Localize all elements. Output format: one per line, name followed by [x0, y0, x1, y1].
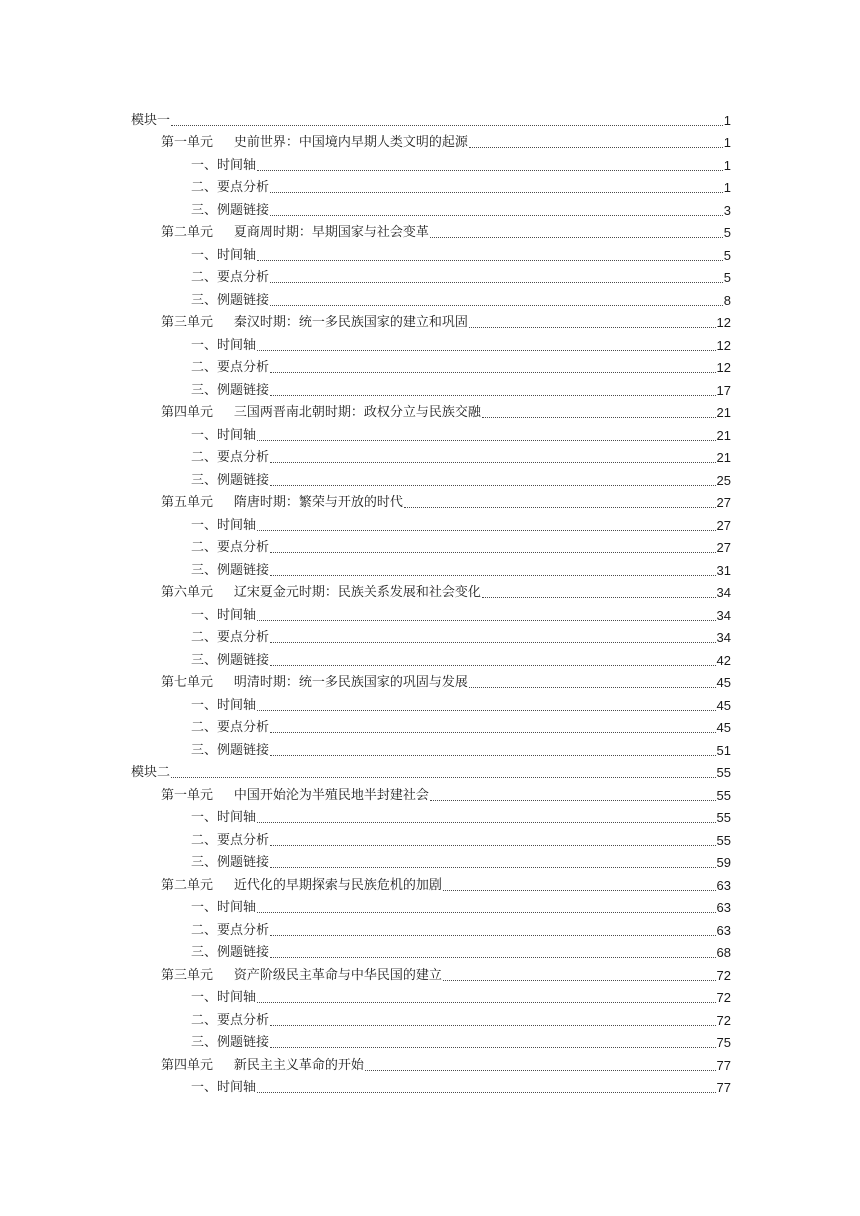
toc-page-number: 55	[716, 810, 731, 825]
toc-entry-label: 一、时间轴	[191, 810, 257, 825]
toc-unit-entry[interactable]	[131, 399, 731, 422]
toc-entry-label: 三、例题链接	[191, 742, 270, 758]
dot-leader	[257, 169, 723, 171]
toc-entry-label: 二、要点分析	[191, 450, 270, 465]
toc-page-number: 51	[716, 742, 731, 758]
toc-section-entry[interactable]	[131, 646, 731, 669]
toc-unit-number: 第一单元	[161, 135, 214, 150]
toc-entry-label: 一、时间轴	[191, 1080, 257, 1095]
toc-unit-number: 第七单元	[161, 675, 214, 690]
toc-page-number: 63	[716, 922, 731, 938]
toc-section-entry[interactable]	[131, 916, 731, 939]
dot-leader	[270, 934, 716, 936]
toc-page-number: 72	[716, 1012, 731, 1028]
toc-entry-label: 三、例题链接	[191, 1035, 270, 1050]
dot-leader	[469, 326, 716, 328]
toc-page-number: 12	[716, 315, 731, 330]
dot-leader	[404, 506, 716, 508]
toc-unit-title: 近代化的早期探索与民族危机的加剧	[233, 877, 442, 893]
toc-page-number: 75	[716, 1035, 731, 1050]
toc-page-number: 63	[716, 900, 731, 915]
toc-unit-title: 夏商周时期：早期国家与社会变革	[233, 225, 429, 240]
toc-unit-number: 第三单元	[161, 967, 214, 983]
dot-leader	[270, 281, 723, 283]
toc-unit-entry[interactable]	[131, 669, 731, 692]
dot-leader	[270, 731, 716, 733]
dot-leader	[257, 349, 716, 351]
toc-entry-label	[161, 495, 403, 511]
dot-leader	[270, 394, 716, 396]
toc-section-entry[interactable]	[131, 376, 731, 399]
toc-section-entry[interactable]	[131, 826, 731, 849]
toc-entry-label	[161, 315, 468, 331]
toc-page-number: 27	[716, 517, 731, 533]
toc-entry-label	[161, 135, 468, 151]
toc-unit-entry[interactable]	[131, 579, 731, 602]
toc-section-entry[interactable]	[131, 894, 731, 917]
toc-page-number: 3	[723, 202, 731, 218]
toc-page-number: 27	[716, 495, 731, 510]
toc-module-entry[interactable]	[131, 759, 731, 782]
toc-entry-label: 二、要点分析	[191, 1012, 270, 1028]
toc-page-number: 77	[716, 1057, 731, 1073]
toc-page-number: 21	[716, 405, 731, 420]
dot-leader	[257, 439, 716, 441]
toc-entry-label	[161, 968, 442, 984]
toc-unit-number: 第一单元	[161, 787, 214, 803]
toc-entry-label: 二、要点分析	[191, 922, 270, 938]
toc-page-number: 68	[716, 945, 731, 960]
dot-leader	[443, 979, 716, 981]
toc-unit-title: 秦汉时期：统一多民族国家的建立和巩固	[233, 315, 468, 330]
dot-leader	[430, 799, 716, 801]
toc-page-number: 31	[716, 562, 731, 578]
toc-page-number: 72	[716, 990, 731, 1005]
toc-unit-number: 第六单元	[161, 585, 214, 600]
toc-page-number: 34	[716, 607, 731, 623]
dot-leader	[365, 1069, 716, 1071]
toc-page-number: 45	[716, 697, 731, 713]
dot-leader	[257, 821, 716, 823]
dot-leader	[270, 754, 716, 756]
toc-page-number: 77	[716, 1080, 731, 1095]
toc-section-entry[interactable]	[131, 151, 731, 174]
dot-leader	[270, 484, 716, 486]
toc-page-number: 1	[723, 112, 731, 128]
toc-entry-label: 一、时间轴	[191, 697, 257, 713]
toc-unit-title: 资产阶级民主革命与中华民国的建立	[233, 967, 442, 983]
toc-unit-title: 史前世界：中国境内早期人类文明的起源	[233, 135, 468, 150]
toc-unit-title: 辽宋夏金元时期：民族关系发展和社会变化	[233, 585, 481, 600]
dot-leader	[171, 776, 716, 778]
toc-unit-title: 隋唐时期：繁荣与开放的时代	[233, 495, 403, 510]
toc-page-number: 1	[723, 135, 731, 150]
toc-entry-label: 模块一	[131, 112, 171, 128]
dot-leader	[257, 619, 716, 621]
toc-entry-label: 三、例题链接	[191, 652, 270, 668]
toc-entry-label: 二、要点分析	[191, 540, 270, 555]
toc-entry-label	[161, 585, 481, 601]
dot-leader	[257, 1001, 716, 1003]
toc-page-number: 55	[716, 832, 731, 848]
dot-leader	[257, 259, 723, 261]
toc-entry-label: 二、要点分析	[191, 832, 270, 848]
toc-page-number: 34	[716, 585, 731, 600]
dot-leader	[270, 956, 716, 958]
toc-unit-entry[interactable]	[131, 961, 731, 984]
toc-page-number: 42	[716, 652, 731, 668]
dot-leader	[270, 641, 716, 643]
dot-leader	[171, 124, 723, 126]
toc-page-number: 45	[716, 675, 731, 690]
dot-leader	[257, 911, 716, 913]
toc-entry-label	[161, 878, 442, 894]
toc-section-entry[interactable]	[131, 466, 731, 489]
toc-page-number: 17	[716, 382, 731, 398]
toc-unit-title: 新民主主义革命的开始	[233, 1057, 364, 1073]
toc-entry-label	[161, 675, 468, 691]
toc-entry-label: 三、例题链接	[191, 855, 270, 870]
toc-unit-number: 第二单元	[161, 225, 214, 240]
dot-leader	[270, 371, 716, 373]
toc-entry-label	[161, 225, 429, 241]
toc-unit-title: 明清时期：统一多民族国家的巩固与发展	[233, 675, 468, 690]
toc-entry-label: 三、例题链接	[191, 292, 270, 308]
toc-page-number: 5	[723, 225, 731, 240]
toc-section-entry[interactable]	[131, 804, 731, 827]
toc-section-entry[interactable]	[131, 691, 731, 714]
toc-page-number: 5	[723, 247, 731, 263]
toc-section-entry[interactable]	[131, 444, 731, 467]
toc-section-entry[interactable]	[131, 736, 731, 759]
toc-entry-label: 三、例题链接	[191, 382, 270, 398]
toc-entry-label: 二、要点分析	[191, 270, 270, 285]
toc-page-number: 45	[716, 720, 731, 735]
dot-leader	[257, 529, 716, 531]
toc-entry-label: 三、例题链接	[191, 562, 270, 578]
toc-entry-label: 三、例题链接	[191, 202, 270, 218]
toc-entry-label	[161, 788, 429, 804]
toc-unit-entry[interactable]	[131, 489, 731, 512]
dot-leader	[270, 304, 723, 306]
toc-entry-label: 二、要点分析	[191, 180, 270, 195]
toc-entry-label: 一、时间轴	[191, 337, 257, 353]
toc-section-entry[interactable]	[131, 556, 731, 579]
dot-leader	[257, 1091, 716, 1093]
dot-leader	[270, 1046, 716, 1048]
toc-unit-entry[interactable]	[131, 309, 731, 332]
toc-entry-label: 二、要点分析	[191, 630, 270, 645]
toc-section-entry[interactable]	[131, 264, 731, 287]
toc-unit-number: 第四单元	[161, 405, 214, 420]
toc-page-number: 5	[723, 270, 731, 285]
toc-section-entry[interactable]	[131, 421, 731, 444]
table-of-contents	[131, 106, 731, 1096]
toc-section-entry[interactable]	[131, 1074, 731, 1097]
dot-leader	[482, 596, 716, 598]
toc-section-entry[interactable]	[131, 534, 731, 557]
toc-section-entry[interactable]	[131, 241, 731, 264]
toc-page-number: 55	[716, 787, 731, 803]
toc-entry-label: 三、例题链接	[191, 945, 270, 960]
toc-page-number: 12	[716, 360, 731, 375]
toc-page-number: 1	[723, 157, 731, 173]
toc-entry-label: 三、例题链接	[191, 472, 270, 488]
toc-section-entry[interactable]	[131, 286, 731, 309]
toc-section-entry[interactable]	[131, 939, 731, 962]
toc-page-number: 8	[723, 292, 731, 308]
dot-leader	[270, 551, 716, 553]
dot-leader	[270, 844, 716, 846]
toc-entry-label: 一、时间轴	[191, 607, 257, 623]
toc-entry-label: 二、要点分析	[191, 720, 270, 735]
dot-leader	[257, 709, 716, 711]
toc-page-number: 27	[716, 540, 731, 555]
dot-leader	[270, 461, 716, 463]
toc-section-entry[interactable]	[131, 174, 731, 197]
dot-leader	[469, 686, 716, 688]
toc-unit-title: 中国开始沦为半殖民地半封建社会	[233, 787, 429, 803]
dot-leader	[443, 889, 716, 891]
toc-section-entry[interactable]	[131, 624, 731, 647]
toc-section-entry[interactable]	[131, 714, 731, 737]
dot-leader	[270, 214, 723, 216]
toc-entry-label	[161, 405, 481, 421]
dot-leader	[469, 146, 723, 148]
toc-section-entry[interactable]	[131, 1006, 731, 1029]
toc-unit-entry[interactable]	[131, 129, 731, 152]
toc-section-entry[interactable]	[131, 1029, 731, 1052]
toc-section-entry[interactable]	[131, 984, 731, 1007]
dot-leader	[430, 236, 723, 238]
toc-unit-entry[interactable]	[131, 781, 731, 804]
toc-entry-label: 一、时间轴	[191, 517, 257, 533]
toc-page-number: 21	[716, 450, 731, 465]
toc-section-entry[interactable]	[131, 196, 731, 219]
toc-unit-number: 第四单元	[161, 1057, 214, 1073]
toc-entry-label: 二、要点分析	[191, 360, 270, 375]
toc-page-number: 59	[716, 855, 731, 870]
toc-page-number: 1	[723, 180, 731, 195]
toc-page-number: 55	[716, 765, 731, 780]
toc-page-number: 34	[716, 630, 731, 645]
toc-page-number: 21	[716, 427, 731, 443]
toc-unit-entry[interactable]	[131, 1051, 731, 1074]
dot-leader	[482, 416, 716, 418]
dot-leader	[270, 1024, 716, 1026]
toc-unit-number: 第五单元	[161, 495, 214, 510]
toc-section-entry[interactable]	[131, 331, 731, 354]
toc-entry-label: 一、时间轴	[191, 247, 257, 263]
toc-entry-label: 一、时间轴	[191, 990, 257, 1005]
toc-section-entry[interactable]	[131, 601, 731, 624]
toc-entry-label	[161, 1058, 364, 1074]
toc-page-number: 12	[716, 337, 731, 353]
toc-unit-number: 第三单元	[161, 315, 214, 330]
toc-entry-label: 一、时间轴	[191, 157, 257, 173]
toc-unit-number: 第二单元	[161, 877, 214, 893]
toc-unit-entry[interactable]	[131, 871, 731, 894]
toc-entry-label: 模块二	[131, 765, 171, 780]
dot-leader	[270, 191, 723, 193]
toc-page-number: 72	[716, 967, 731, 983]
dot-leader	[270, 664, 716, 666]
toc-section-entry[interactable]	[131, 511, 731, 534]
toc-unit-title: 三国两晋南北朝时期：政权分立与民族交融	[233, 405, 481, 420]
toc-page-number: 25	[716, 472, 731, 488]
toc-entry-label: 一、时间轴	[191, 427, 257, 443]
toc-unit-entry[interactable]	[131, 219, 731, 242]
toc-module-entry[interactable]	[131, 106, 731, 129]
toc-section-entry[interactable]	[131, 849, 731, 872]
dot-leader	[270, 866, 716, 868]
toc-page-number: 63	[716, 877, 731, 893]
toc-section-entry[interactable]	[131, 354, 731, 377]
dot-leader	[270, 574, 716, 576]
toc-entry-label: 一、时间轴	[191, 900, 257, 915]
